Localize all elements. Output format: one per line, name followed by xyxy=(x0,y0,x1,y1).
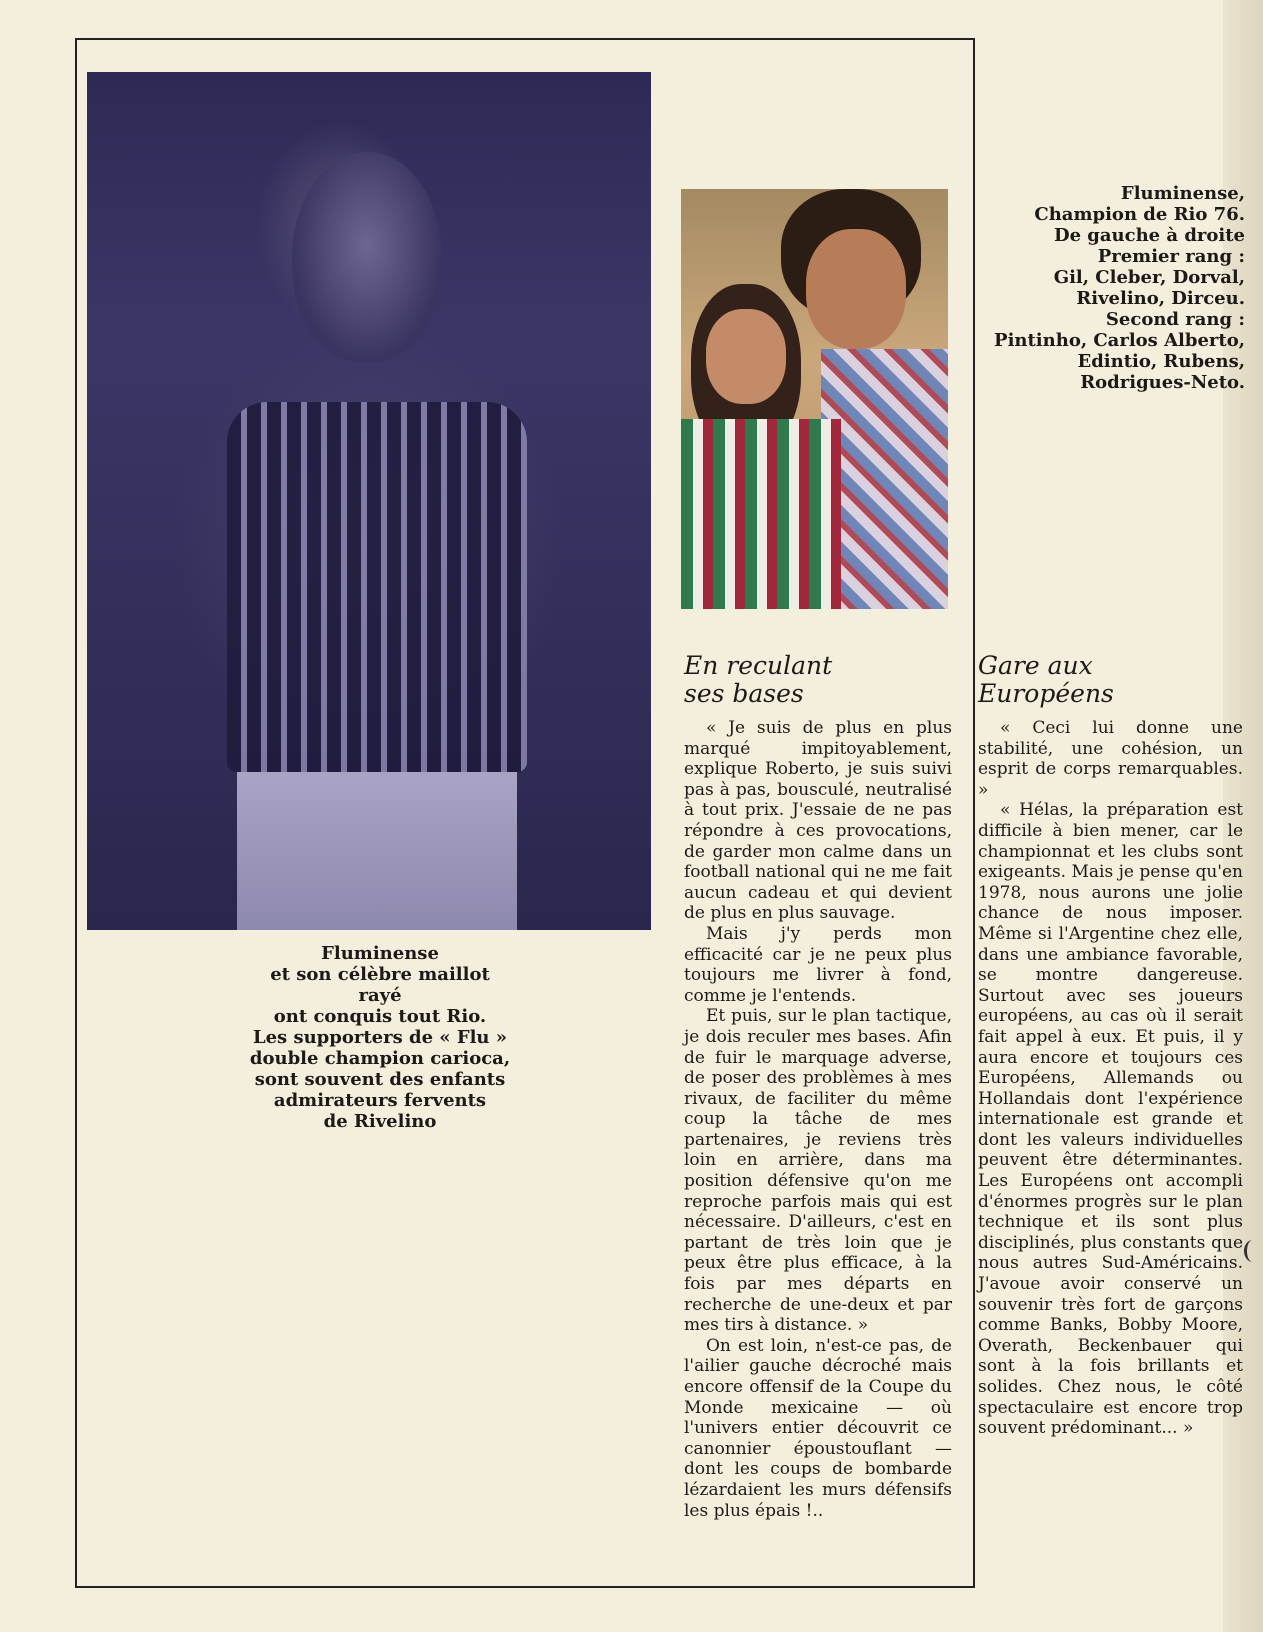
caption-line: et son célèbre maillot xyxy=(270,964,490,985)
rivelino-with-child-photo xyxy=(681,189,948,609)
heading-line: Européens xyxy=(978,679,1114,708)
heading-line: En reculant xyxy=(684,651,833,680)
paragraph: « Je suis de plus en plus marqué impitoyablement, explique Roberto, je suis suivi pas à pas, bousculé, neutralisé à tout prix. J'essaie de ne pas répondre à ces provocations, de garder mon calme dans un football national qui ne me fait aucun cadeau et qui devient de plus en plus sauvage. xyxy=(684,718,952,924)
paragraph: « Hélas, la préparation est difficile à bien mener, car le championnat et les clubs sont exigeants. Mais je pense qu'en 1978, nous aurons une jolie chance de nous imposer. Même si l'Argentine chez elle, dans une ambiance favorable, se montre dangereuse. Surtout avec ses joueurs européens, au cas où il serait fait appel à eux. Et puis, il y aura encore et toujours ces Européens, Allemands ou Hollandais dont l'expérience internationale est grande et dont les valeurs individuelles peuvent être déterminantes. Les Européens ont accompli d'énormes progrès sur le plan technique et ils sont plus disciplinés, plus constants que nous autres Sud-Américains. J'avoue avoir conservé un souvenir très fort de garçons comme Banks, Bobby Moore, Overath, Beckenbauer qui sont à la fois brillants et solides. Chez nous, le côté spectaculaire est encore trop souvent prédominant... » xyxy=(978,800,1243,1439)
caption-line: Gil, Cleber, Dorval, xyxy=(1053,267,1245,288)
caption-line: rayé xyxy=(358,985,402,1006)
caption-line: admirateurs fervents xyxy=(273,1090,487,1111)
caption-line: Fluminense, xyxy=(1120,183,1245,204)
main-photo-caption xyxy=(150,943,610,1132)
caption-line: Pintinho, Carlos Alberto, xyxy=(994,330,1245,351)
section-heading-europeens xyxy=(978,652,1114,708)
child-face xyxy=(706,309,786,404)
caption-line: Second rang : xyxy=(1105,309,1245,330)
white-shorts xyxy=(237,772,517,930)
rivelino-portrait-photo xyxy=(87,72,651,930)
paragraph: Mais j'y perds mon efficacité car je ne peux plus toujours me livrer à fond, comme je l'entends. xyxy=(684,923,952,1006)
caption-line: ont conquis tout Rio. xyxy=(273,1006,487,1027)
caption-line: double champion carioca, xyxy=(249,1048,511,1069)
caption-line: Rivelino, Dirceu. xyxy=(1076,288,1245,309)
man-face xyxy=(806,229,906,349)
caption-line: Champion de Rio 76. xyxy=(1034,204,1245,225)
article-column-1 xyxy=(684,718,952,1521)
section-heading-reculant xyxy=(684,652,832,708)
caption-line: Edintio, Rubens, xyxy=(1077,351,1245,372)
caption-line: De gauche à droite xyxy=(1053,225,1245,246)
caption-line: Premier rang : xyxy=(1097,246,1245,267)
paragraph: Et puis, sur le plan tactique, je dois reculer mes bases. Afin de fuir le marquage adverse, de poser des problèmes à mes rivaux, de faciliter du même coup la tâche de mes partenaires, je reviens très loin en arrière, dans ma position défensive qu'on me reproche parfois mais qui est nécessaire. D'ailleurs, c'est en partant de très loin que je peux être plus efficace, à la fois par mes départs en recherche de une-deux et par mes tirs à distance. » xyxy=(684,1006,952,1336)
heading-line: ses bases xyxy=(684,679,804,708)
article-column-2 xyxy=(978,718,1243,1439)
paragraph: « Ceci lui donne une stabilité, une cohésion, un esprit de corps remarquables. » xyxy=(978,718,1243,800)
caption-line: sont souvent des enfants xyxy=(254,1069,506,1090)
caption-line: Les supporters de « Flu » xyxy=(252,1027,508,1048)
paragraph: On est loin, n'est-ce pas, de l'ailier gauche décroché mais encore offensif de la Coupe du Monde mexicaine — où l'univers entier découvrit ce canonnier époustouflant — dont les coups de bombarde lézardaient les murs défensifs les plus épais !.. xyxy=(684,1335,952,1521)
ink-mark xyxy=(1244,1240,1261,1262)
caption-line: Fluminense xyxy=(321,943,439,964)
heading-line: Gare aux xyxy=(978,651,1093,680)
striped-jersey xyxy=(227,402,527,772)
child-fluminense-jersey xyxy=(681,419,841,609)
caption-line: Rodrigues-Neto. xyxy=(1080,372,1245,393)
team-photo-caption xyxy=(945,183,1245,393)
player-head xyxy=(292,152,442,362)
caption-line: de Rivelino xyxy=(323,1111,437,1132)
